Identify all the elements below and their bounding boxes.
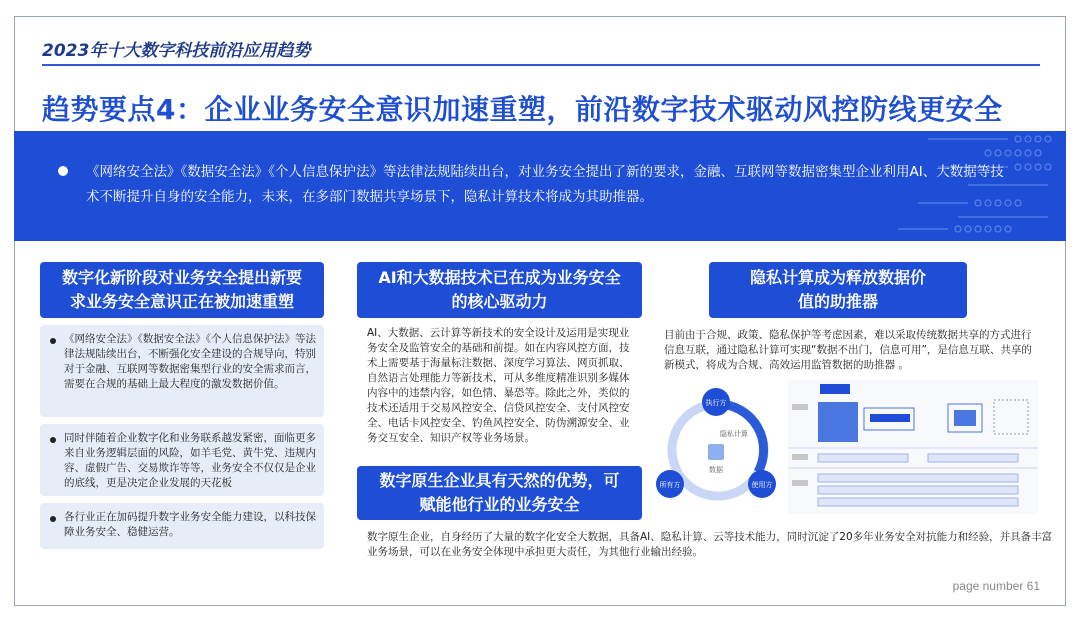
header-divider [42, 64, 1040, 66]
bullet-icon [50, 437, 56, 443]
page-number: page number 61 [952, 579, 1040, 593]
middle-title-line1: AI和大数据技术已在成为业务安全 [378, 268, 621, 287]
header-title: 2023年十大数字科技前沿应用趋势 [42, 41, 311, 61]
middle-title-line2: 的核心驱动力 [451, 292, 548, 311]
bottom-section-title [357, 466, 642, 520]
right-title-line1: 隐私计算成为释放数据价 [749, 268, 926, 287]
privacy-computing-diagram [650, 384, 786, 514]
right-section-title [709, 262, 967, 318]
node-top-label: 执行方 [705, 399, 727, 407]
center-sub-label: 数据 [709, 466, 723, 474]
left-title-line2: 求业务安全意识正在被加速重塑 [69, 292, 294, 311]
bullet-icon [50, 516, 56, 522]
architecture-flowchart [788, 380, 1038, 514]
center-label: 隐私计算 [720, 430, 748, 438]
left-section-title [40, 262, 324, 318]
info-card [40, 503, 324, 549]
bottom-title-line1: 数字原生企业具有天然的优势，可 [379, 471, 620, 490]
card-text: 《网络安全法》《数据安全法》《个人信息保护法》等法律法规陆续出台，不断强化安全建设的合规导向，特别对于金融、互联网等数据密集型行业的安全需求而言，需要在合规的基础上最大程度的激发数据价值。 [64, 333, 316, 390]
info-card [40, 424, 324, 496]
node-left-label: 所有方 [659, 481, 681, 489]
right-body-text: 目前由于合规、政策、隐私保护等考虑因素，难以采取传统数据共享的方式进行信息互联，通过隐私计算可实现“数据不出门，信息可用”，是信息互联、共享的新模式，将成为合规、高效运用监管数据的助推器 。 [664, 329, 1032, 371]
banner-text: 《网络安全法》《数据安全法》《个人信息保护法》等法律法规陆续出台，对业务安全提出了新的要求，金融、互联网等数据密集型企业利用AI、大数据等技术不断提升自身的安全能力，未来，在多部门数据共享场景下，隐私计算技术将成为其助推器。 [86, 164, 1004, 205]
banner-bullet [58, 166, 68, 176]
bottom-title-line2: 赋能他行业的业务安全 [419, 495, 580, 514]
left-title-line1: 数字化新阶段对业务安全提出新要 [61, 268, 302, 287]
middle-body-text: AI、大数据、云计算等新技术的安全设计及运用是实现业务安全及监管安全的基础和前提。如在内容风控方面，技术上需要基于海量标注数据、深度学习算法、网页抓取、自然语言处理能力等新技术，可从多维度精准识别多媒体内容中的违禁内容，如色情、暴恐等。除此之外，类似的技术还适用于交易风控安全、信贷风控安全、支付风控安全、电话卡风控安全、钓鱼风控安全、防伪溯源安全、业务交互安全、知识产权等业务场景。 [367, 327, 630, 444]
bottom-body-text: 数字原生企业，自身经历了大量的数字化安全大数据，具备AI、隐私计算、云等技术能力，同时沉淀了20多年业务安全对抗能力和经验，并具备丰富业务场景，可以在业务安全体现中承担更大责任，为其他行业输出经验。 [367, 531, 1053, 558]
bullet-icon [50, 338, 56, 344]
page-title: 趋势要点4：企业业务安全意识加速重塑，前沿数字技术驱动风控防线更安全 [42, 93, 1003, 126]
card-text: 各行业正在加码提升数字业务安全能力建设，以科技保障业务安全、稳健运营。 [64, 511, 316, 538]
card-text: 同时伴随着企业数字化和业务联系越发紧密，面临更多来自业务逻辑层面的风险，如羊毛党、黄牛党、违规内容、虚假广告、交易欺诈等等，业务安全不仅仅是企业的底线，更是决定企业发展的天花板 [64, 432, 316, 489]
info-card [40, 325, 324, 417]
middle-section-title [357, 262, 642, 318]
right-title-line2: 值的助推器 [797, 292, 878, 311]
node-right-label: 使用方 [751, 481, 773, 489]
